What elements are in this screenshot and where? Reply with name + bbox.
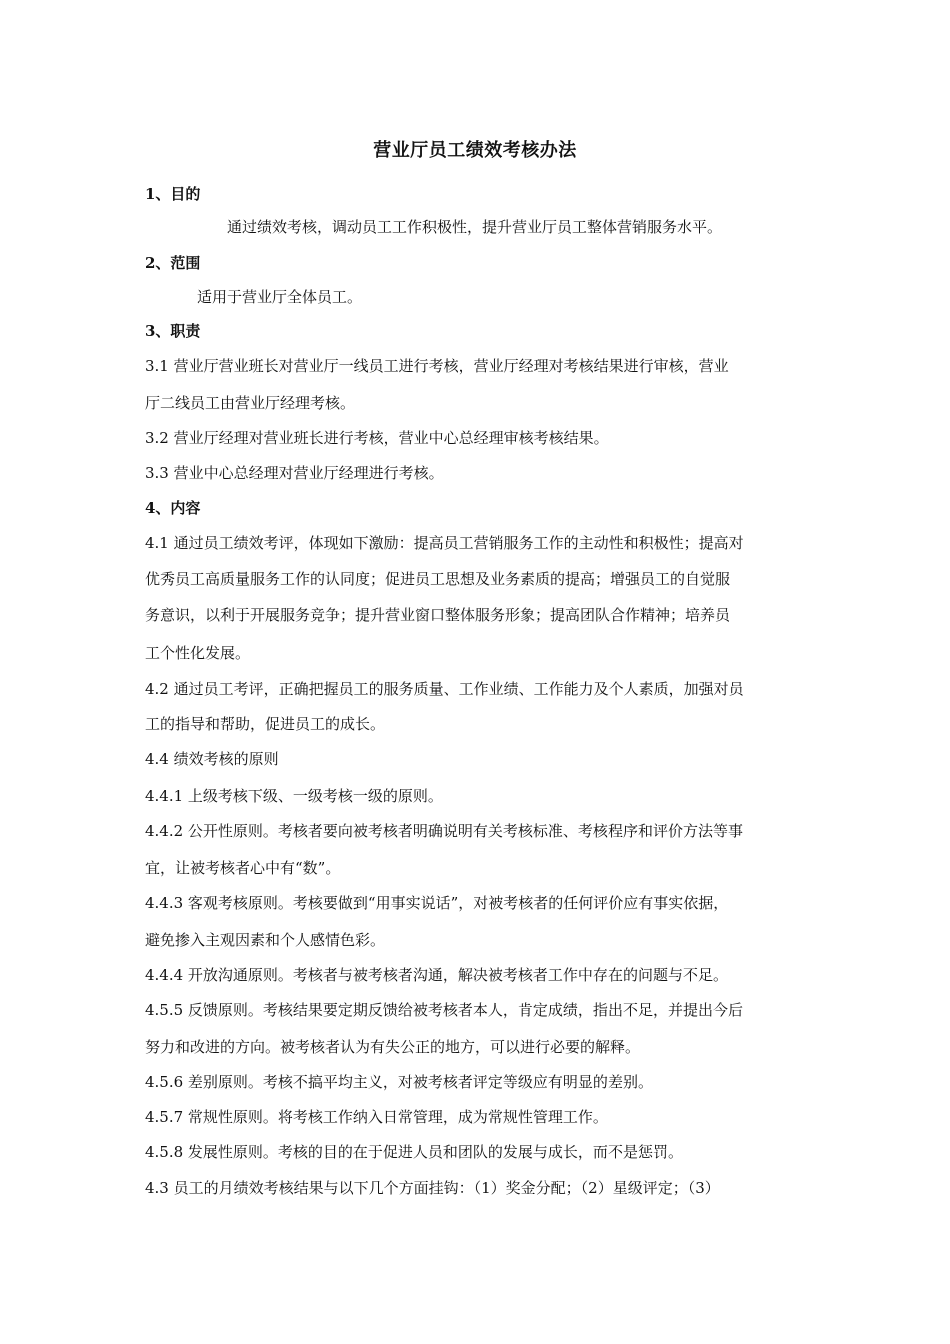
- document-title: 营业厅员工绩效考核办法: [373, 140, 577, 161]
- paragraph-line: 避免掺入主观因素和个人感情色彩。: [145, 931, 386, 949]
- paragraph-line: 4.5.5 反馈原则。考核结果要定期反馈给被考核者本人，肯定成绩，指出不足，并提出今后: [145, 1001, 743, 1019]
- section-heading: 2、范围: [145, 254, 201, 272]
- paragraph-line: 4.4.1 上级考核下级、一级考核一级的原则。: [145, 787, 443, 805]
- section-heading: 1、目的: [145, 185, 201, 203]
- paragraph-line: 努力和改进的方向。被考核者认为有失公正的地方，可以进行必要的解释。: [145, 1038, 641, 1056]
- section-heading: 4、内容: [145, 499, 201, 517]
- paragraph-line: 厅二线员工由营业厅经理考核。: [145, 394, 356, 412]
- paragraph-line: 4.5.8 发展性原则。考核的目的在于促进人员和团队的发展与成长，而不是惩罚。: [145, 1143, 683, 1161]
- paragraph-line: 3.3 营业中心总经理对营业厅经理进行考核。: [145, 464, 444, 482]
- paragraph-line: 优秀员工高质量服务工作的认同度；促进员工思想及业务素质的提高；增强员工的自觉服: [145, 570, 731, 588]
- paragraph-line: 4.5.6 差别原则。考核不搞平均主义，对被考核者评定等级应有明显的差别。: [145, 1073, 653, 1091]
- paragraph-line: 工的指导和帮助，促进员工的成长。: [145, 715, 386, 733]
- paragraph-line: 工个性化发展。: [145, 644, 251, 662]
- paragraph-line: 4.4.2 公开性原则。考核者要向被考核者明确说明有关考核标准、考核程序和评价方法等事: [145, 822, 743, 840]
- paragraph-line: 3.1 营业厅营业班长对营业厅一线员工进行考核，营业厅经理对考核结果进行审核，营业: [145, 357, 729, 375]
- paragraph-line: 4.3 员工的月绩效考核结果与以下几个方面挂钩：（1）奖金分配；（2）星级评定；（3）: [145, 1179, 720, 1197]
- paragraph-line: 4.4 绩效考核的原则: [145, 750, 279, 768]
- paragraph-line: 宜，让被考核者心中有“数”。: [145, 859, 341, 877]
- paragraph-line: 4.4.3 客观考核原则。考核要做到“用事实说话”，对被考核者的任何评价应有事实依据，: [145, 894, 729, 912]
- section-heading: 3、职责: [145, 322, 201, 340]
- paragraph-line: 4.4.4 开放沟通原则。考核者与被考核者沟通，解决被考核者工作中存在的问题与不足。: [145, 966, 728, 984]
- paragraph-line: 4.1 通过员工绩效考评，体现如下激励：提高员工营销服务工作的主动性和积极性；提高对: [145, 534, 744, 552]
- paragraph-line: 4.2 通过员工考评，正确把握员工的服务质量、工作业绩、工作能力及个人素质，加强对员: [145, 680, 744, 698]
- paragraph-line: 务意识，以利于开展服务竞争；提升营业窗口整体服务形象；提高团队合作精神；培养员: [145, 606, 731, 624]
- paragraph-line: 适用于营业厅全体员工。: [197, 288, 363, 306]
- paragraph-line: 3.2 营业厅经理对营业班长进行考核，营业中心总经理审核考核结果。: [145, 429, 609, 447]
- paragraph-line: 通过绩效考核，调动员工工作积极性，提升营业厅员工整体营销服务水平。: [227, 218, 723, 236]
- paragraph-line: 4.5.7 常规性原则。将考核工作纳入日常管理，成为常规性管理工作。: [145, 1108, 608, 1126]
